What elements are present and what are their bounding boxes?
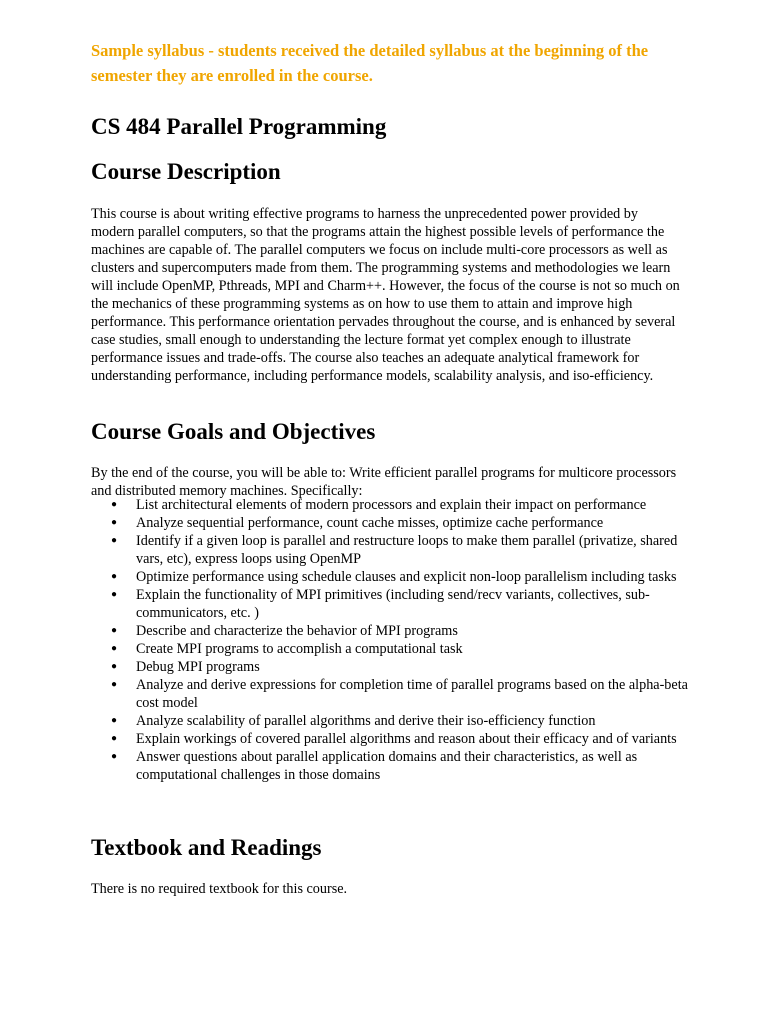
list-item [91, 730, 691, 748]
list-item [91, 622, 691, 640]
list-item-text: Identify if a given loop is parallel and restructure loops to make them parallel (privatize, shared vars, etc), express loops using OpenMP [136, 533, 678, 567]
sample-syllabus-notice: Sample syllabus - students received the detailed syllabus at the beginning of the semester they are enrolled in the course. [91, 41, 649, 85]
bullet-icon: ● [111, 535, 118, 546]
list-item-text: Answer questions about parallel application domains and their characteristics, as well as computational challenges in those domains [136, 749, 638, 783]
bullet-icon: ● [111, 715, 118, 726]
list-item-text: List architectural elements of modern processors and explain their impact on performance [136, 497, 647, 513]
list-item [91, 514, 691, 532]
bullet-icon: ● [111, 661, 118, 672]
goals-intro: By the end of the course, you will be able to: Write efficient parallel programs for multicore processors and distributed memory machines. Specifically: [91, 465, 677, 499]
textbook-text: There is no required textbook for this course. [91, 881, 348, 897]
list-item-text: Describe and characterize the behavior of MPI programs [136, 623, 458, 639]
course-description-heading: Course Description [91, 159, 281, 184]
bullet-icon: ● [111, 517, 118, 528]
course-description-text: This course is about writing effective programs to harness the unprecedented power provided by modern parallel computers, so that the programs attain the highest possible levels of performance the machines are capable of. The parallel computers we focus on include multi-core processors as well as clusters and supercomputers made from them. The programming systems and methodologies we learn will include OpenMP, Pthreads, MPI and Charm++. However, the focus of the course is not so much on the mechanics of these programming systems as on how to use them to attain and improve high performance. This performance orientation pervades throughout the course, and is enhanced by several case studies, small enough to understanding the lecture format yet complex enough to illustrate performance issues and trade-offs. The course also teaches an adequate analytical framework for understanding performance, including performance models, scalability analysis, and iso-efficiency. [91, 206, 680, 384]
bullet-icon: ● [111, 643, 118, 654]
list-item [91, 586, 691, 622]
course-title: CS 484 Parallel Programming [91, 114, 387, 139]
list-item [91, 640, 691, 658]
bullet-icon: ● [111, 589, 118, 600]
list-item-text: Explain workings of covered parallel algorithms and reason about their efficacy and of variants [136, 731, 677, 747]
list-item [91, 676, 691, 712]
list-item [91, 496, 691, 514]
list-item [91, 568, 691, 586]
list-item [91, 748, 691, 784]
list-item [91, 712, 691, 730]
goals-heading: Course Goals and Objectives [91, 419, 376, 444]
bullet-icon: ● [111, 625, 118, 636]
bullet-icon: ● [111, 751, 118, 762]
bullet-icon: ● [111, 679, 118, 690]
list-item [91, 658, 691, 676]
bullet-icon: ● [111, 571, 118, 582]
list-item-text: Debug MPI programs [136, 659, 260, 675]
list-item-text: Create MPI programs to accomplish a computational task [136, 641, 463, 657]
list-item [91, 532, 691, 568]
list-item-text: Explain the functionality of MPI primitives (including send/recv variants, collectives, sub-communicators, etc. ) [136, 587, 650, 621]
list-item-text: Analyze scalability of parallel algorithms and derive their iso-efficiency function [136, 713, 596, 729]
bullet-icon: ● [111, 733, 118, 744]
list-item-text: Analyze sequential performance, count cache misses, optimize cache performance [136, 515, 604, 531]
list-item-text: Analyze and derive expressions for completion time of parallel programs based on the alpha-beta cost model [136, 677, 688, 711]
textbook-heading: Textbook and Readings [91, 835, 322, 860]
bullet-icon: ● [111, 499, 118, 510]
list-item-text: Optimize performance using schedule clauses and explicit non-loop parallelism including tasks [136, 569, 677, 585]
goals-list [91, 496, 691, 784]
